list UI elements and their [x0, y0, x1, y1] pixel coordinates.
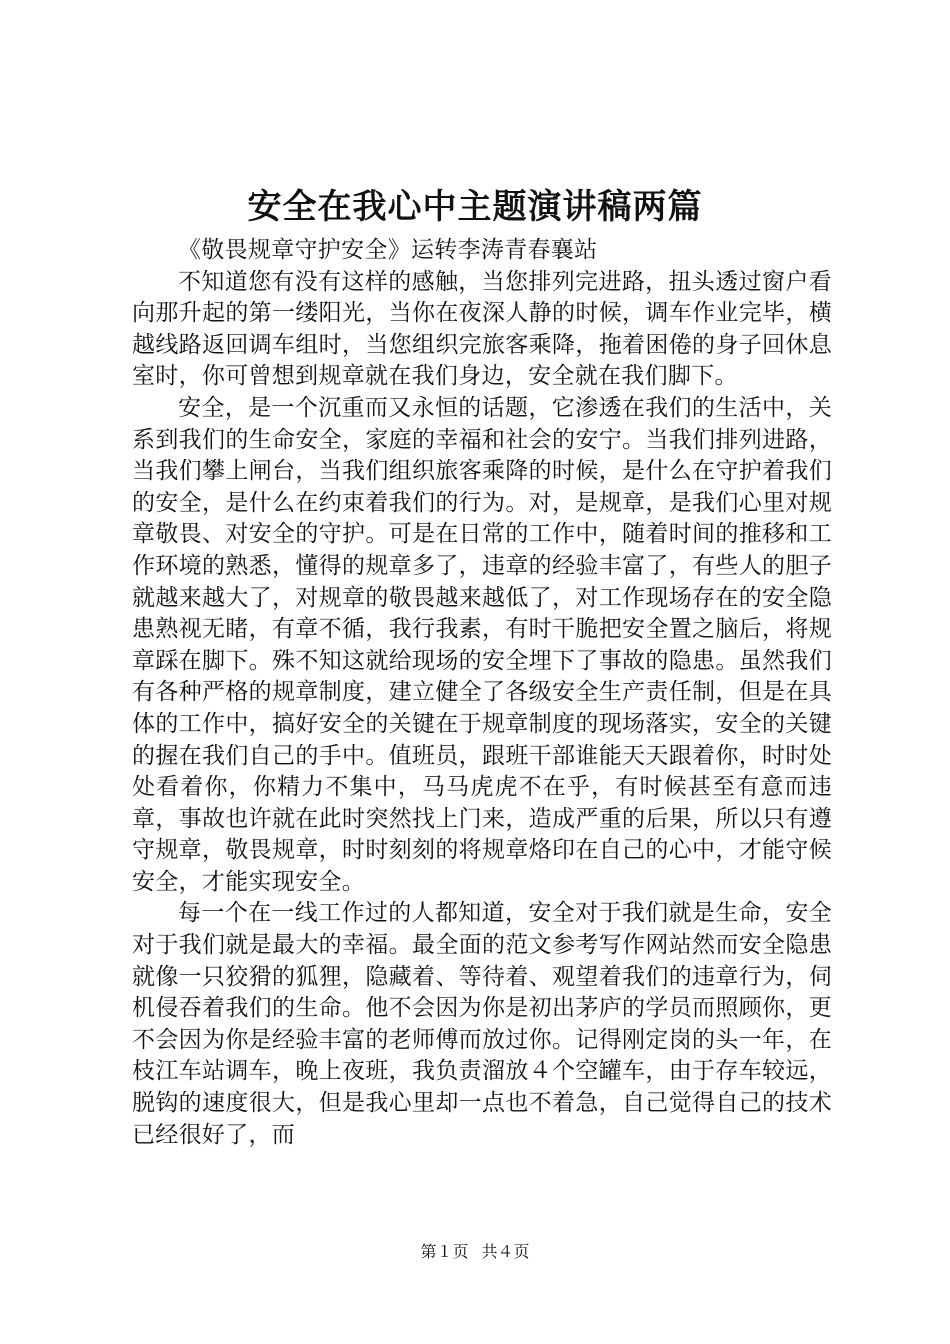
page-footer — [0, 1240, 950, 1264]
paragraph-2: 安全，是一个沉重而又永恒的话题，它渗透在我们的生活中，关系到我们的生命安全，家庭的幸福和社会的安宁。当我们排列进路，当我们攀上闸台，当我们组织旅客乘降的时候，是什么在守护着我们的安全，是什么在约束着我们的行为。对，是规章，是我们心里对规章敬畏、对安全的守护。可是在日常的工作中，随着时间的推移和工作环境的熟悉，懂得的规章多了，违章的经验丰富了，有些人的胆子就越来越大了，对规章的敬畏越来越低了，对工作现场存在的安全隐患熟视无睹，有章不循，我行我素，有时干脆把安全置之脑后，将规章踩在脚下。殊不知这就给现场的安全埋下了事故的隐患。虽然我们有各种严格的规章制度，建立健全了各级安全生产责任制，但是在具体的工作中，搞好安全的关键在于规章制度的现场落实，安全的关键的握在我们自己的手中。值班员，跟班干部谁能天天跟着你，时时处处看着你，你精力不集中，马马虎虎不在乎，有时候甚至有意而违章，事故也许就在此时突然找上门来，造成严重的后果，所以只有遵守规章，敬畏规章，时时刻刻的将规章烙印在自己的心中，才能守候安全，才能实现安全。 — [132, 394, 832, 895]
page-total: 共４页 — [481, 1242, 530, 1261]
paragraph-3: 每一个在一线工作过的人都知道，安全对于我们就是生命，安全对于我们就是最大的幸福。最全面的范文参考写作网站然而安全隐患就像一只狡猾的狐狸，隐藏着、等待着、观望着我们的违章行为，伺机侵吞着我们的生命。他不会因为你是初出茅庐的学员而照顾你，更不会因为你是经验丰富的老师傅而放过你。记得刚定岗的头一年，在枝江车站调车，晚上夜班，我负责溜放４个空罐车，由于存车较远，脱钩的速度很大，但是我心里却一点也不着急，自己觉得自己的技术已经很好了，而 — [132, 900, 832, 1148]
paragraph-1: 不知道您有没有这样的感触，当您排列完进路，扭头透过窗户看向那升起的第一缕阳光，当你在夜深人静的时候，调车作业完毕，横越线路返回调车组时，当您组织完旅客乘降，拖着困倦的身子回休息室时，你可曾想到规章就在我们身边，安全就在我们脚下。 — [132, 268, 832, 390]
document-body — [132, 235, 832, 1151]
document-subtitle: 《敬畏规章守护安全》运转李涛青春襄站 — [178, 237, 598, 263]
page-number: 第１页 — [420, 1242, 469, 1261]
document-title: 安全在我心中主题演讲稿两篇 — [247, 187, 703, 227]
